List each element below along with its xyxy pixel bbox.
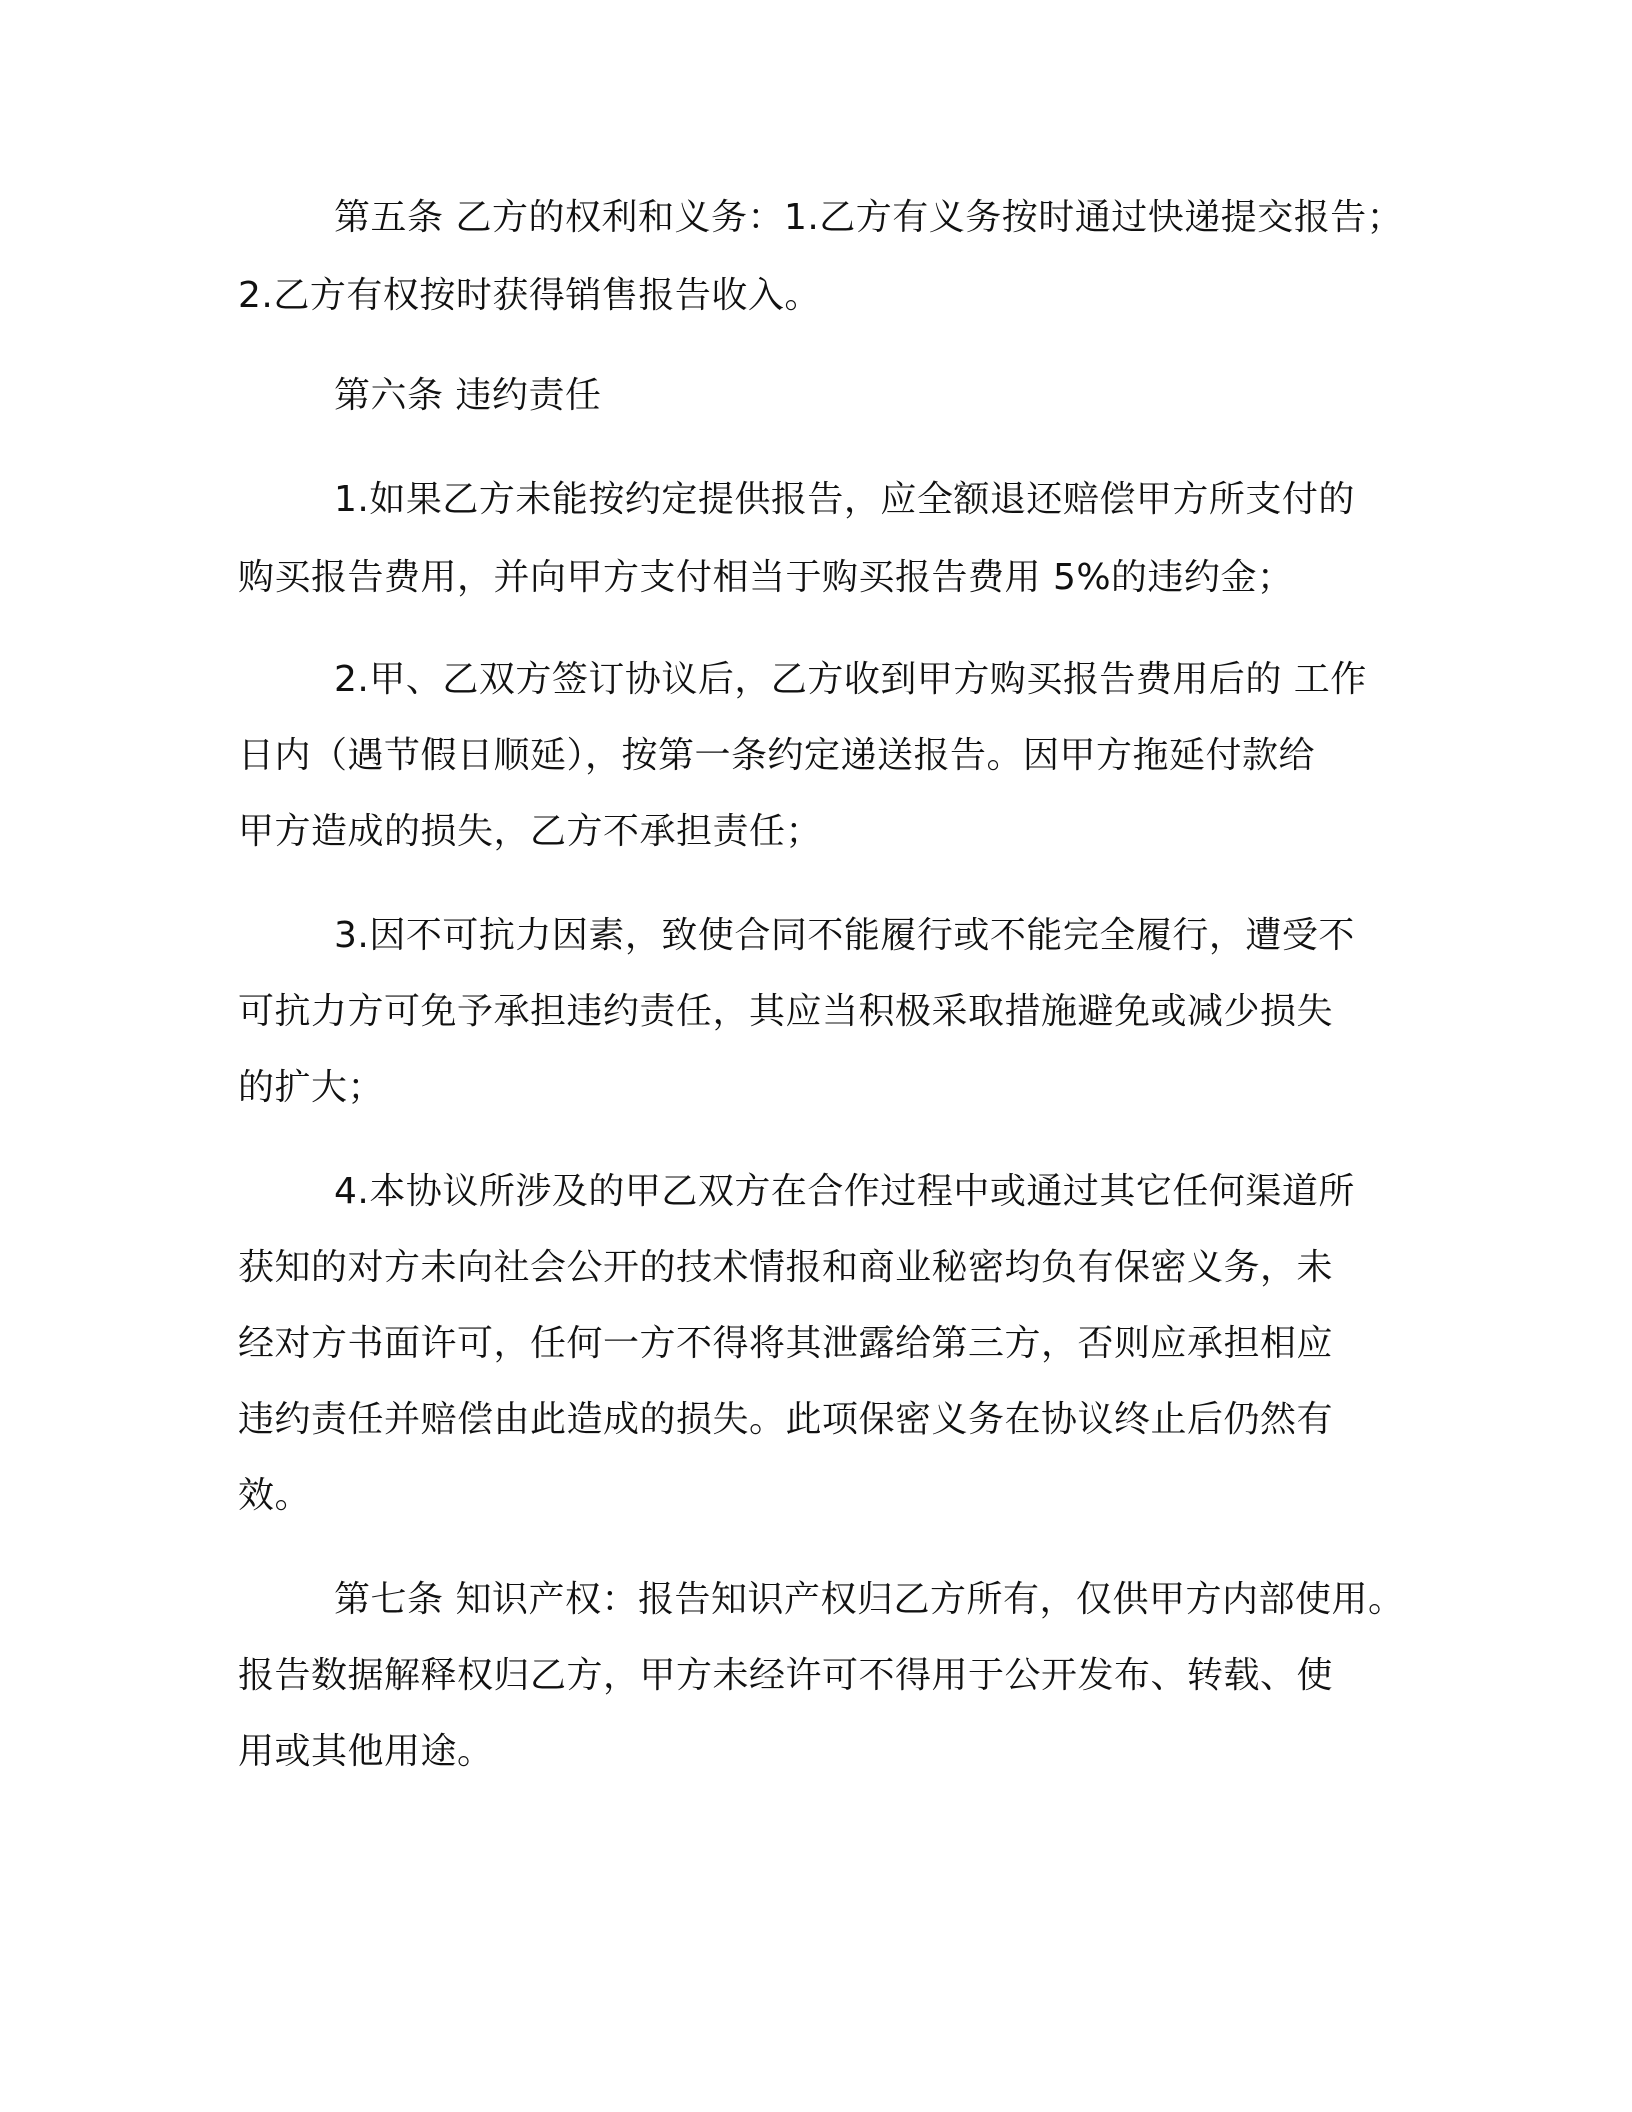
- clause-4-line-4: 违约责任并赔偿由此造成的损失。此项保密义务在协议终止后仍然有: [238, 1399, 1334, 1440]
- article-7-line-1: 第七条 知识产权：报告知识产权归乙方所有，仅供甲方内部使用。: [334, 1579, 1405, 1620]
- clause-4-line-3: 经对方书面许可，任何一方不得将其泄露给第三方，否则应承担相应: [238, 1323, 1334, 1364]
- clause-4-line-1: 4.本协议所涉及的甲乙双方在合作过程中或通过其它任何渠道所: [334, 1171, 1355, 1212]
- clause-1-line-1: 1.如果乙方未能按约定提供报告，应全额退还赔偿甲方所支付的: [334, 479, 1355, 520]
- article-7-line-3: 用或其他用途。: [238, 1731, 494, 1772]
- clause-2-line-1: 2.甲、乙双方签订协议后，乙方收到甲方购买报告费用后的 工作: [334, 659, 1367, 700]
- article-5-line-2: 2.乙方有权按时获得销售报告收入。: [238, 275, 821, 316]
- clause-1-line-2: 购买报告费用，并向甲方支付相当于购买报告费用 5%的违约金；: [238, 557, 1294, 598]
- article-6-heading: 第六条 违约责任: [334, 375, 602, 416]
- article-7-line-2: 报告数据解释权归乙方，甲方未经许可不得用于公开发布、转载、使: [238, 1655, 1334, 1696]
- clause-3-line-2: 可抗力方可免予承担违约责任，其应当积极采取措施避免或减少损失: [238, 991, 1334, 1032]
- clause-2-line-3: 甲方造成的损失，乙方不承担责任；: [238, 811, 823, 852]
- clause-4-line-2: 获知的对方未向社会公开的技术情报和商业秘密均负有保密义务，未: [238, 1247, 1334, 1288]
- clause-2-line-2: 日内（遇节假日顺延），按第一条约定递送报告。因甲方拖延付款给: [238, 735, 1316, 776]
- clause-3-line-1: 3.因不可抗力因素，致使合同不能履行或不能完全履行，遭受不: [334, 915, 1355, 956]
- clause-3-line-3: 的扩大；: [238, 1067, 385, 1108]
- article-5-line-1: 第五条 乙方的权利和义务：1.乙方有义务按时通过快递提交报告；: [334, 197, 1404, 238]
- clause-4-line-5: 效。: [238, 1475, 312, 1516]
